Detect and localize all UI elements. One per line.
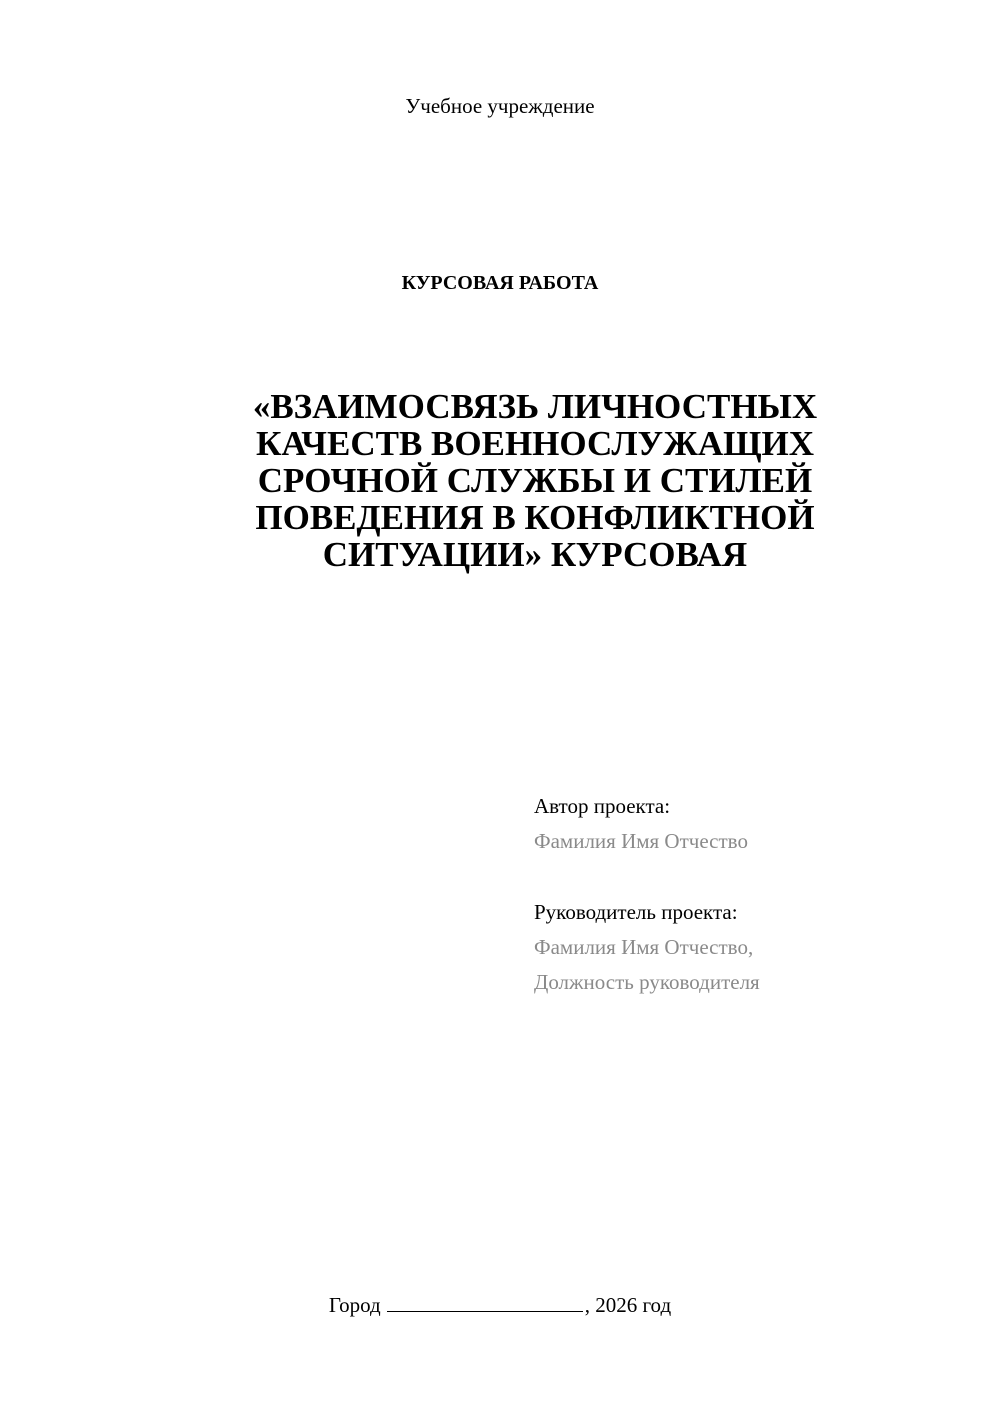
year-text: , 2026 год: [584, 1293, 672, 1317]
author-label: Автор проекта:: [534, 794, 671, 818]
work-title-line: «ВЗАИМОСВЯЗЬ ЛИЧНОСТНЫХ: [252, 387, 818, 426]
work-title-line: КАЧЕСТВ ВОЕННОСЛУЖАЩИХ: [255, 424, 815, 463]
city-blank-underline: [387, 1293, 583, 1312]
author-name: Фамилия Имя Отчество: [534, 829, 748, 853]
work-title: [200, 388, 870, 573]
work-title-line: ПОВЕДЕНИЯ В КОНФЛИКТНОЙ: [255, 498, 815, 537]
project-people-block: [534, 789, 974, 1000]
institution-name: Учебное учреждение: [405, 94, 595, 118]
section-spacer: [534, 859, 974, 895]
document-type-heading: КУРСОВАЯ РАБОТА: [401, 272, 599, 294]
city-year-line: [0, 1291, 1000, 1319]
supervisor-label: Руководитель проекта:: [534, 900, 738, 924]
city-label: Город: [328, 1293, 381, 1317]
supervisor-position: Должность руководителя: [534, 970, 760, 994]
work-title-line: СИТУАЦИИ» КУРСОВАЯ: [322, 535, 748, 574]
supervisor-name: Фамилия Имя Отчество,: [534, 935, 754, 959]
work-title-line: СРОЧНОЙ СЛУЖБЫ И СТИЛЕЙ: [257, 461, 813, 500]
